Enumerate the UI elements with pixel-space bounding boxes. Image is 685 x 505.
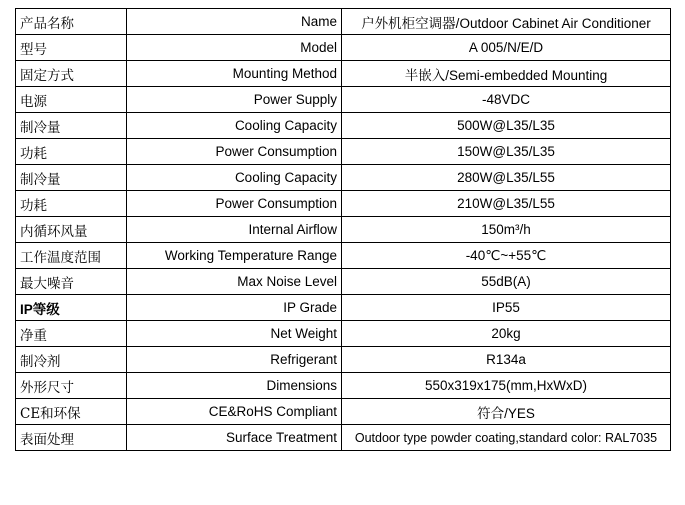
row-value: 半嵌入/Semi-embedded Mounting xyxy=(342,61,671,87)
row-label-en: Net Weight xyxy=(127,321,342,347)
row-label-cn: 功耗 xyxy=(16,139,127,165)
row-label-cn: 工作温度范围 xyxy=(16,243,127,269)
table-row xyxy=(16,217,671,243)
row-label-cn: IP等级 xyxy=(16,295,127,321)
row-label-cn: 净重 xyxy=(16,321,127,347)
row-value: 150m³/h xyxy=(342,217,671,243)
row-label-en: Refrigerant xyxy=(127,347,342,373)
row-label-cn: 外形尺寸 xyxy=(16,373,127,399)
row-label-cn: 制冷剂 xyxy=(16,347,127,373)
row-label-en: Cooling Capacity xyxy=(127,113,342,139)
table-row xyxy=(16,191,671,217)
table-row xyxy=(16,9,671,35)
row-label-en: Power Supply xyxy=(127,87,342,113)
row-label-cn: 制冷量 xyxy=(16,165,127,191)
table-row xyxy=(16,295,671,321)
row-label-cn: 固定方式 xyxy=(16,61,127,87)
row-label-en: Model xyxy=(127,35,342,61)
table-row xyxy=(16,61,671,87)
row-label-cn: 型号 xyxy=(16,35,127,61)
row-label-cn: 产品名称 xyxy=(16,9,127,35)
row-label-cn: CE和环保 xyxy=(16,399,127,425)
row-value: IP55 xyxy=(342,295,671,321)
table-row xyxy=(16,165,671,191)
row-value: 280W@L35/L55 xyxy=(342,165,671,191)
row-label-en: Dimensions xyxy=(127,373,342,399)
row-value: 150W@L35/L35 xyxy=(342,139,671,165)
row-value: -40℃~+55℃ xyxy=(342,243,671,269)
row-label-cn: 功耗 xyxy=(16,191,127,217)
row-label-cn: 表面处理 xyxy=(16,425,127,451)
row-value: 20kg xyxy=(342,321,671,347)
table-row xyxy=(16,139,671,165)
row-value: 户外机柜空调器/Outdoor Cabinet Air Conditioner xyxy=(342,9,671,35)
table-row xyxy=(16,269,671,295)
table-row xyxy=(16,373,671,399)
row-value: -48VDC xyxy=(342,87,671,113)
row-value: 550x319x175(mm,HxWxD) xyxy=(342,373,671,399)
table-row xyxy=(16,399,671,425)
row-value: 符合/YES xyxy=(342,399,671,425)
row-label-en: CE&RoHS Compliant xyxy=(127,399,342,425)
row-label-cn: 最大噪音 xyxy=(16,269,127,295)
spec-table xyxy=(15,8,671,451)
row-value: 55dB(A) xyxy=(342,269,671,295)
row-label-en: Mounting Method xyxy=(127,61,342,87)
row-value: R134a xyxy=(342,347,671,373)
row-label-en: Power Consumption xyxy=(127,139,342,165)
row-value: Outdoor type powder coating,standard color: RAL7035 xyxy=(342,425,671,451)
table-row xyxy=(16,347,671,373)
table-row xyxy=(16,321,671,347)
row-label-en: Name xyxy=(127,9,342,35)
row-label-cn: 内循环风量 xyxy=(16,217,127,243)
row-label-en: Power Consumption xyxy=(127,191,342,217)
row-label-en: Max Noise Level xyxy=(127,269,342,295)
table-row xyxy=(16,425,671,451)
row-label-en: Internal Airflow xyxy=(127,217,342,243)
row-label-en: IP Grade xyxy=(127,295,342,321)
row-value: A 005/N/E/D xyxy=(342,35,671,61)
row-value: 210W@L35/L55 xyxy=(342,191,671,217)
table-row xyxy=(16,87,671,113)
row-label-en: Working Temperature Range xyxy=(127,243,342,269)
row-label-cn: 制冷量 xyxy=(16,113,127,139)
row-value: 500W@L35/L35 xyxy=(342,113,671,139)
table-row xyxy=(16,35,671,61)
row-label-en: Cooling Capacity xyxy=(127,165,342,191)
table-row xyxy=(16,243,671,269)
table-row xyxy=(16,113,671,139)
row-label-en: Surface Treatment xyxy=(127,425,342,451)
row-label-cn: 电源 xyxy=(16,87,127,113)
